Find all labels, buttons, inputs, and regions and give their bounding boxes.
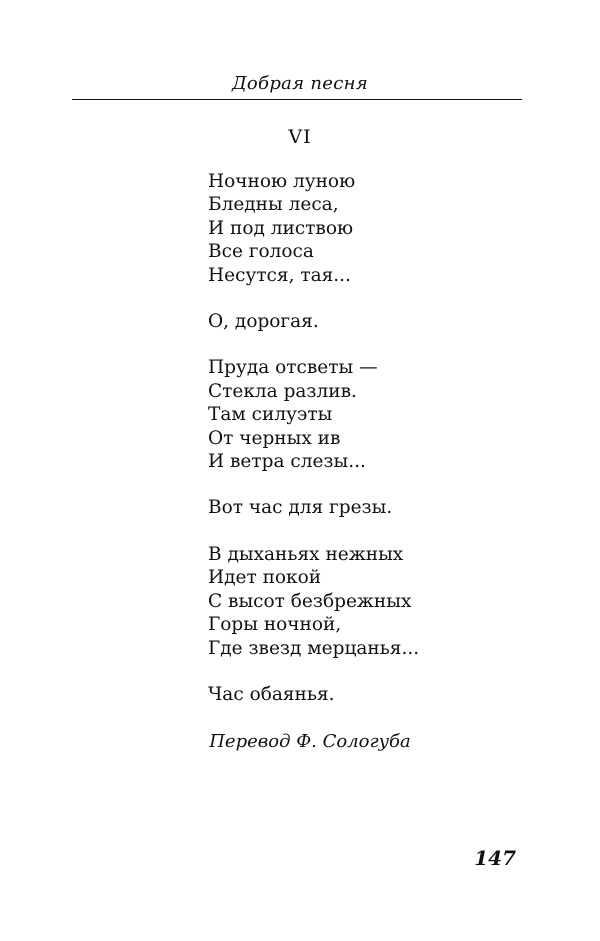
poem <box>208 170 548 729</box>
poem-line: О, дорогая. <box>208 311 319 333</box>
section-number: VI <box>288 126 312 148</box>
stanza-2 <box>208 310 548 333</box>
stanza-3 <box>208 356 548 473</box>
poem-line: Идет покой <box>208 567 322 589</box>
poem-line: Вот час для грезы. <box>208 497 393 519</box>
poem-line: Ночною луною <box>208 171 356 192</box>
poem-line: Все голоса <box>208 241 314 263</box>
translator-attribution: Перевод Ф. Сологуба <box>209 731 411 752</box>
poem-line: Там силуэты <box>208 404 333 426</box>
poem-line: Горы ночной, <box>208 614 342 636</box>
poem-line: Стекла разлив. <box>208 380 357 402</box>
running-head: Добрая песня <box>231 73 369 94</box>
poem-line: И ветра слезы... <box>208 451 366 473</box>
stanza-6 <box>208 683 548 706</box>
poem-line: С высот безбрежных <box>208 590 412 612</box>
stanza-4 <box>208 496 548 519</box>
stanza-5 <box>208 543 548 660</box>
header-rule <box>72 99 522 100</box>
poem-line: Бледны леса, <box>208 194 339 216</box>
stanza-1 <box>208 170 548 287</box>
poem-line: Где звезд мерцанья... <box>208 637 420 659</box>
poem-line: И под листвою <box>208 217 354 239</box>
poem-line: Час обаянья. <box>208 683 335 705</box>
poem-line: Несутся, тая... <box>208 264 351 286</box>
poem-line: В дыханьях нежных <box>208 543 404 565</box>
poem-line: Пруда отсветы — <box>208 357 378 379</box>
page-number: 147 <box>474 846 516 870</box>
poem-line: От черных ив <box>208 427 341 449</box>
